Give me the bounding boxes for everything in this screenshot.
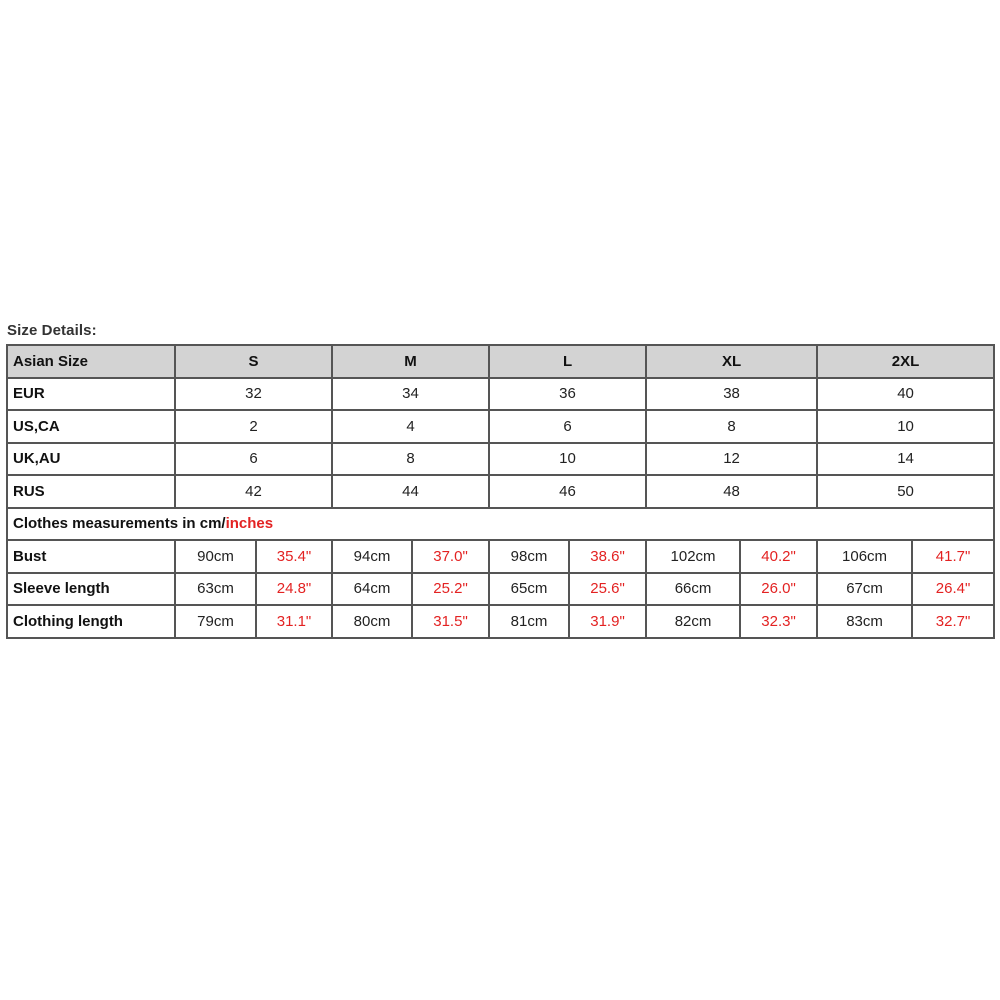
cm-cell: 98cm [489, 540, 569, 573]
inch-cell: 31.1" [256, 605, 332, 638]
inch-cell: 35.4" [256, 540, 332, 573]
inch-cell: 26.4" [912, 573, 994, 606]
table-cell: 36 [489, 378, 646, 411]
header-label: Asian Size [7, 345, 175, 378]
row-label: UK,AU [7, 443, 175, 476]
cm-cell: 83cm [817, 605, 912, 638]
measurements-prefix: Clothes measurements in cm/ [13, 515, 226, 533]
cm-cell: 67cm [817, 573, 912, 606]
inch-cell: 26.0" [740, 573, 817, 606]
measurements-unit-highlight: inches [225, 515, 274, 533]
table-cell: 2 [175, 410, 332, 443]
cm-cell: 80cm [332, 605, 412, 638]
size-header-2xl: 2XL [817, 345, 994, 378]
size-chart-table [6, 344, 995, 639]
cm-cell: 106cm [817, 540, 912, 573]
cm-cell: 64cm [332, 573, 412, 606]
conversion-row-rus [7, 475, 994, 508]
cm-cell: 63cm [175, 573, 256, 606]
table-cell: 10 [817, 410, 994, 443]
table-cell: 4 [332, 410, 489, 443]
cm-cell: 66cm [646, 573, 740, 606]
table-cell: 50 [817, 475, 994, 508]
table-cell: 6 [175, 443, 332, 476]
measurement-row-clothing-length [7, 605, 994, 638]
inch-cell: 25.2" [412, 573, 489, 606]
table-cell: 14 [817, 443, 994, 476]
measurements-section-heading [7, 508, 994, 541]
inch-cell: 24.8" [256, 573, 332, 606]
inch-cell: 31.5" [412, 605, 489, 638]
table-cell: 8 [332, 443, 489, 476]
table-cell: 46 [489, 475, 646, 508]
cm-cell: 90cm [175, 540, 256, 573]
table-cell: 32 [175, 378, 332, 411]
table-cell: 42 [175, 475, 332, 508]
measurements-section-row [7, 508, 994, 541]
size-header-m: M [332, 345, 489, 378]
cm-cell: 79cm [175, 605, 256, 638]
row-label: Sleeve length [7, 573, 175, 606]
row-label: US,CA [7, 410, 175, 443]
row-label: RUS [7, 475, 175, 508]
page-title: Size Details: [7, 322, 97, 339]
inch-cell: 38.6" [569, 540, 646, 573]
inch-cell: 37.0" [412, 540, 489, 573]
table-cell: 40 [817, 378, 994, 411]
row-label: Bust [7, 540, 175, 573]
row-label: EUR [7, 378, 175, 411]
inch-cell: 31.9" [569, 605, 646, 638]
inch-cell: 40.2" [740, 540, 817, 573]
conversion-row-us-ca [7, 410, 994, 443]
inch-cell: 32.3" [740, 605, 817, 638]
table-cell: 44 [332, 475, 489, 508]
cm-cell: 82cm [646, 605, 740, 638]
table-cell: 34 [332, 378, 489, 411]
cm-cell: 102cm [646, 540, 740, 573]
table-cell: 10 [489, 443, 646, 476]
cm-cell: 81cm [489, 605, 569, 638]
cm-cell: 65cm [489, 573, 569, 606]
table-cell: 12 [646, 443, 817, 476]
cm-cell: 94cm [332, 540, 412, 573]
table-cell: 6 [489, 410, 646, 443]
size-header-l: L [489, 345, 646, 378]
table-cell: 8 [646, 410, 817, 443]
size-header-xl: XL [646, 345, 817, 378]
size-header-s: S [175, 345, 332, 378]
measurement-row-bust [7, 540, 994, 573]
inch-cell: 25.6" [569, 573, 646, 606]
inch-cell: 32.7" [912, 605, 994, 638]
table-cell: 48 [646, 475, 817, 508]
row-label: Clothing length [7, 605, 175, 638]
inch-cell: 41.7" [912, 540, 994, 573]
table-cell: 38 [646, 378, 817, 411]
conversion-row-uk-au [7, 443, 994, 476]
measurement-row-sleeve-length [7, 573, 994, 606]
header-row [7, 345, 994, 378]
conversion-row-eur [7, 378, 994, 411]
